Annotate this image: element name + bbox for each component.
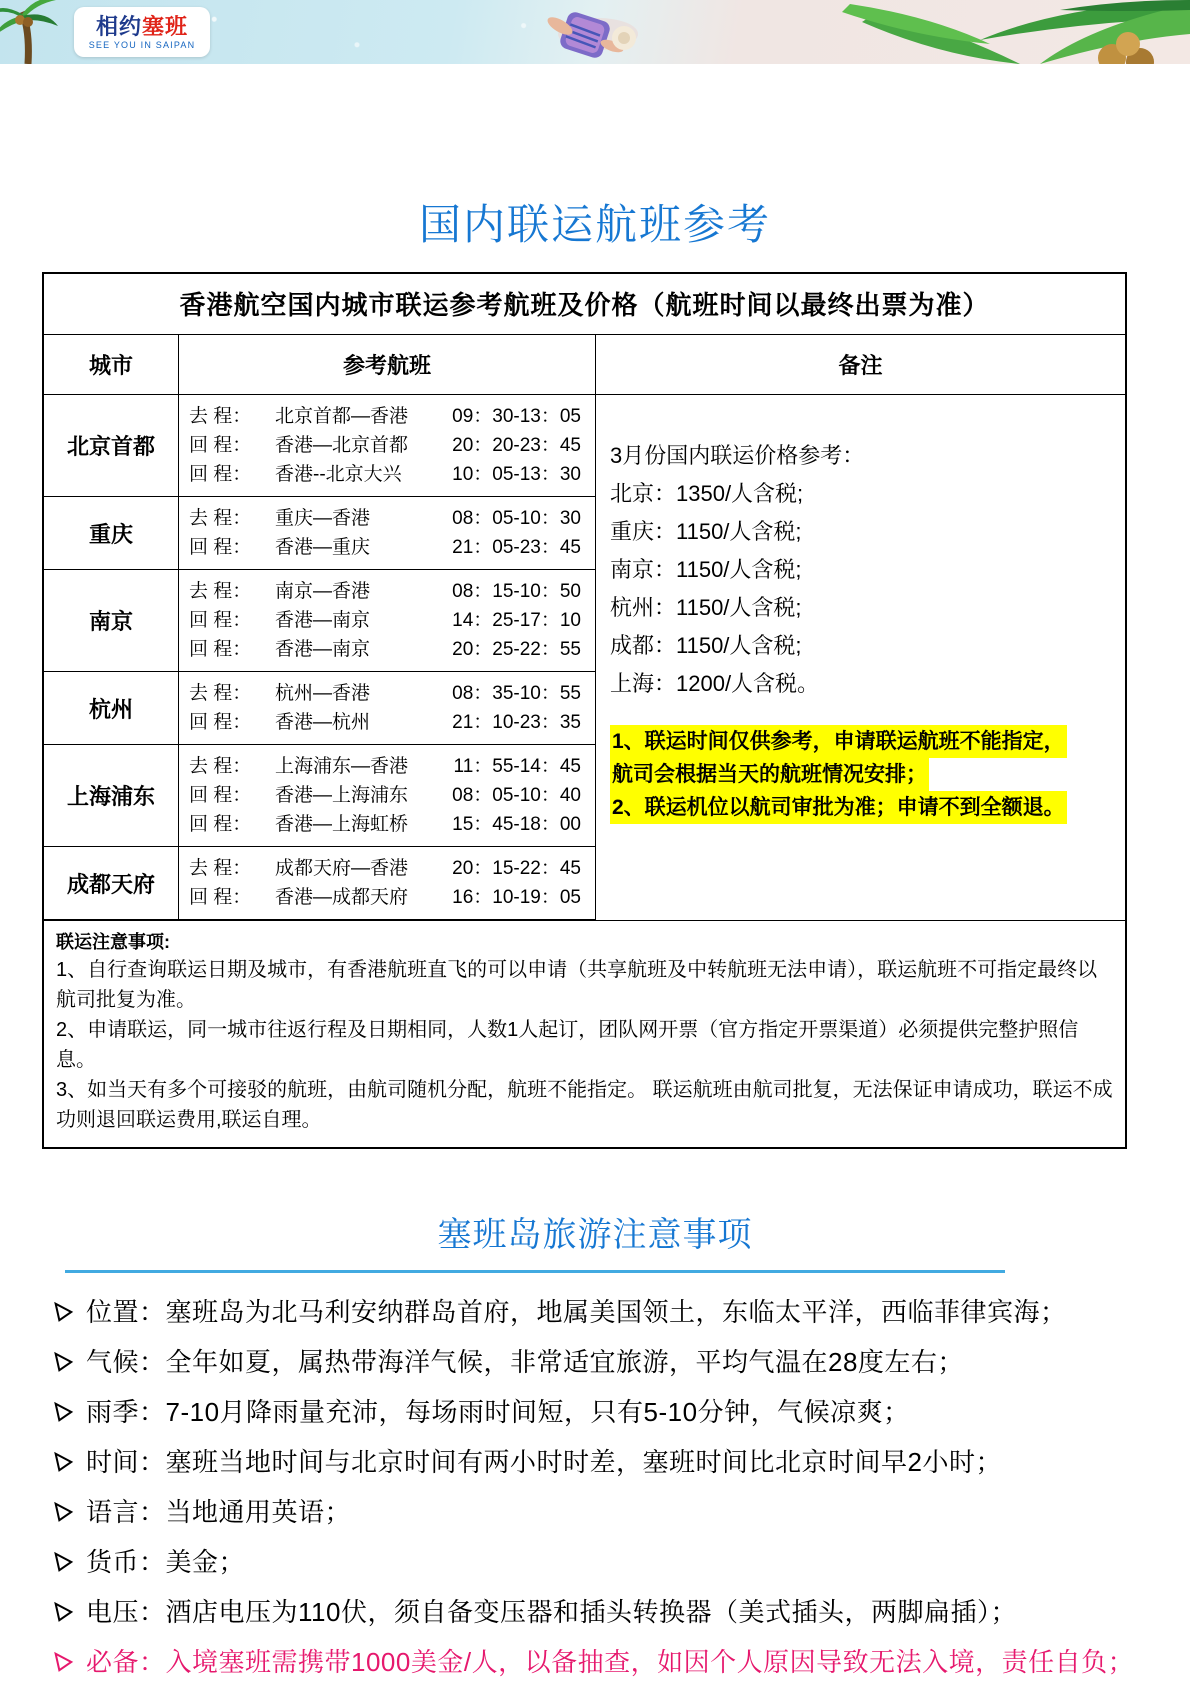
tip-text: 位置：塞班岛为北马利安纳群岛首府，地属美国领土，东临太平洋，西临菲律宾海； <box>86 1297 1067 1327</box>
flight-line <box>179 606 595 635</box>
tip-text: 语言：当地通用英语； <box>86 1497 352 1527</box>
flight-time: 10：05-13：30 <box>452 464 581 485</box>
flight-time: 08：05-10：40 <box>452 785 581 806</box>
arrow-bullet-icon <box>52 1447 86 1478</box>
flights-cell <box>179 672 596 744</box>
palm-leaves-right-icon <box>842 0 1190 64</box>
flight-line <box>179 708 595 737</box>
price-line: 重庆：1150/人含税; <box>610 519 802 544</box>
city-name: 上海浦东 <box>44 745 179 846</box>
flight-time: 21：05-23：45 <box>452 537 581 558</box>
flight-time: 08：15-10：50 <box>452 581 581 602</box>
flight-direction: 去 程： <box>189 581 252 602</box>
flight-route: 香港—上海浦东 <box>275 785 409 806</box>
flight-time: 08：35-10：55 <box>452 683 581 704</box>
flight-section-title: 国内联运航班参考 <box>418 201 771 248</box>
note-line: 1、自行查询联运日期及城市，有香港航班直飞的可以申请（共享航班及中转航班无法申请），联运航班不可指定最终以航司批复为准。 <box>56 959 1098 1011</box>
arrow-bullet-icon <box>52 1547 86 1578</box>
flight-direction: 回 程： <box>189 785 252 806</box>
flight-direction: 回 程： <box>189 887 252 908</box>
flight-rows <box>44 395 596 920</box>
flight-table <box>42 272 1127 1149</box>
flight-time: 20：20-23：45 <box>452 435 581 456</box>
city-name: 南京 <box>44 570 179 671</box>
flight-direction: 去 程： <box>189 756 252 777</box>
tip-text: 货币：美金； <box>86 1547 246 1577</box>
table-row <box>44 570 596 672</box>
price-line: 成都：1150/人含税; <box>610 633 802 658</box>
header-banner <box>0 0 1190 64</box>
highlight-line-wrap <box>610 758 1115 791</box>
arrow-bullet-icon <box>52 1297 86 1328</box>
remarks-cell <box>596 395 1125 920</box>
flight-line <box>179 431 595 460</box>
arrow-bullet-icon <box>52 1397 86 1428</box>
tip-item <box>52 1347 1190 1378</box>
flight-direction: 去 程： <box>189 406 252 427</box>
tip-item <box>52 1397 1190 1428</box>
flight-route: 南京—香港 <box>275 581 371 602</box>
price-line: 南京：1150/人含税; <box>610 557 802 582</box>
tip-text: 气候：全年如夏，属热带海洋气候，非常适宜旅游，平均气温在28度左右； <box>86 1347 964 1377</box>
tip-item <box>52 1597 1190 1628</box>
logo-title <box>96 15 188 39</box>
logo-title-blue: 相约 <box>95 13 142 39</box>
flight-direction: 去 程： <box>189 858 252 879</box>
logo-subtitle: SEE YOU IN SAIPAN <box>88 39 196 50</box>
flight-time: 16：10-19：05 <box>452 887 581 908</box>
arrow-bullet-icon <box>52 1347 86 1378</box>
flight-route: 上海浦东—香港 <box>275 756 409 777</box>
flight-line <box>179 810 595 839</box>
tips-title-underline <box>65 1270 1005 1273</box>
flight-line <box>179 402 595 431</box>
flight-line <box>179 460 595 489</box>
flights-cell <box>179 745 596 846</box>
notes-list <box>56 955 1113 1135</box>
arrow-bullet-icon <box>52 1597 86 1628</box>
arrow-bullet-icon <box>52 1647 86 1678</box>
table-row <box>44 745 596 847</box>
logo-title-red: 塞班 <box>142 13 189 39</box>
flight-time: 20：15-22：45 <box>452 858 581 879</box>
column-header-remarks: 备注 <box>838 353 883 378</box>
flight-route: 杭州—香港 <box>275 683 371 704</box>
flight-route: 香港--北京大兴 <box>275 464 402 485</box>
flights-cell <box>179 395 596 496</box>
flight-route: 香港—上海虹桥 <box>275 814 409 835</box>
sunbather-decoration <box>545 10 638 60</box>
flight-route: 成都天府—香港 <box>275 858 409 879</box>
flight-table-body <box>44 395 1125 920</box>
flight-time: 14：25-17：10 <box>452 610 581 631</box>
flight-direction: 去 程： <box>189 683 252 704</box>
tip-text: 时间：塞班当地时间与北京时间有两小时时差，塞班时间比北京时间早2小时； <box>86 1447 1002 1477</box>
flight-route: 北京首都—香港 <box>275 406 409 427</box>
flight-route: 香港—北京首都 <box>275 435 409 456</box>
table-row <box>44 395 596 497</box>
flights-cell <box>179 570 596 671</box>
flight-route: 香港—重庆 <box>275 537 371 558</box>
flight-direction: 回 程： <box>189 814 252 835</box>
price-line: 上海：1200/人含税。 <box>610 671 820 696</box>
tip-item <box>52 1497 1190 1528</box>
price-line: 北京：1350/人含税; <box>610 481 804 506</box>
flights-cell <box>179 497 596 569</box>
note-line: 3、如当天有多个可接驳的航班，由航司随机分配，航班不能指定。 联运航班由航司批复，无法保证申请成功，联运不成功则退回联运费用,联运自理。 <box>56 1079 1113 1131</box>
flight-line <box>179 533 595 562</box>
flight-route: 香港—成都天府 <box>275 887 409 908</box>
flight-direction: 回 程： <box>189 639 252 660</box>
flights-cell <box>179 847 596 919</box>
flight-line <box>179 752 595 781</box>
highlight-line: 1、联运时间仅供参考，申请联运航班不能指定， <box>610 725 1067 758</box>
arrow-bullet-icon <box>52 1497 86 1528</box>
flight-route: 香港—南京 <box>275 610 371 631</box>
flight-line <box>179 854 595 883</box>
flight-time: 11：55-14：45 <box>453 756 581 777</box>
column-header-flights: 参考航班 <box>179 335 596 394</box>
table-row <box>44 672 596 745</box>
flight-time: 20：25-22：55 <box>452 639 581 660</box>
city-name: 重庆 <box>44 497 179 569</box>
tip-item <box>52 1297 1190 1328</box>
flight-direction: 回 程： <box>189 435 252 456</box>
price-line: 杭州：1150/人含税; <box>610 595 802 620</box>
table-row <box>44 847 596 920</box>
flight-table-header: 香港航空国内城市联运参考航班及价格（航班时间以最终出票为准） <box>44 274 1125 335</box>
flight-direction: 回 程： <box>189 464 252 485</box>
table-row <box>44 497 596 570</box>
notes-cell <box>44 920 1125 1147</box>
flight-route: 重庆—香港 <box>275 508 371 529</box>
flight-direction: 回 程： <box>189 712 252 733</box>
flight-direction: 去 程： <box>189 508 252 529</box>
city-name: 杭州 <box>44 672 179 744</box>
notes-title: 联运注意事项: <box>56 932 170 952</box>
flight-route: 香港—南京 <box>275 639 371 660</box>
note-line: 2、申请联运，同一城市往返行程及日期相同，人数1人起订，团队网开票（官方指定开票渠道）必须提供完整护照信息。 <box>56 1019 1079 1071</box>
flight-direction: 回 程： <box>189 610 252 631</box>
tip-text: 雨季：7-10月降雨量充沛，每场雨时间短，只有5-10分钟，气候凉爽； <box>86 1397 910 1427</box>
tips-section-title: 塞班岛旅游注意事项 <box>437 1216 753 1254</box>
tip-item <box>52 1647 1190 1678</box>
flight-line <box>179 781 595 810</box>
highlight-line: 2、联运机位以航司审批为准；申请不到全额退。 <box>610 791 1067 824</box>
flight-route: 香港—杭州 <box>275 712 371 733</box>
flight-time: 08：05-10：30 <box>452 508 581 529</box>
highlight-line-wrap <box>610 791 1115 824</box>
highlight-line-wrap <box>610 725 1115 758</box>
highlight-lines <box>610 725 1115 824</box>
price-lines <box>610 475 1115 703</box>
tip-item <box>52 1547 1190 1578</box>
tip-item <box>52 1447 1190 1478</box>
tips-list <box>52 1297 1190 1678</box>
flight-line <box>179 883 595 912</box>
flight-line <box>179 504 595 533</box>
city-name: 成都天府 <box>44 847 179 919</box>
flight-table-column-headers <box>44 335 1125 395</box>
flight-time: 09：30-13：05 <box>452 406 581 427</box>
tip-text: 电压：酒店电压为110伏，须自备变压器和插头转换器（美式插头，两脚扁插）； <box>86 1597 1017 1627</box>
flight-time: 21：10-23：35 <box>452 712 581 733</box>
column-header-city: 城市 <box>44 335 179 394</box>
city-name: 北京首都 <box>44 395 179 496</box>
flight-direction: 回 程： <box>189 537 252 558</box>
flight-line <box>179 577 595 606</box>
flight-line <box>179 679 595 708</box>
logo <box>74 7 210 57</box>
flight-time: 15：45-18：00 <box>452 814 581 835</box>
palm-tree-left-icon <box>0 0 58 64</box>
highlight-line: 航司会根据当天的航班情况安排； <box>610 758 929 791</box>
remarks-intro: 3月份国内联运价格参考： <box>610 443 865 468</box>
flight-line <box>179 635 595 664</box>
tip-text: 必备：入境塞班需携带1000美金/人，以备抽查，如因个人原因导致无法入境，责任自负； <box>86 1647 1135 1677</box>
